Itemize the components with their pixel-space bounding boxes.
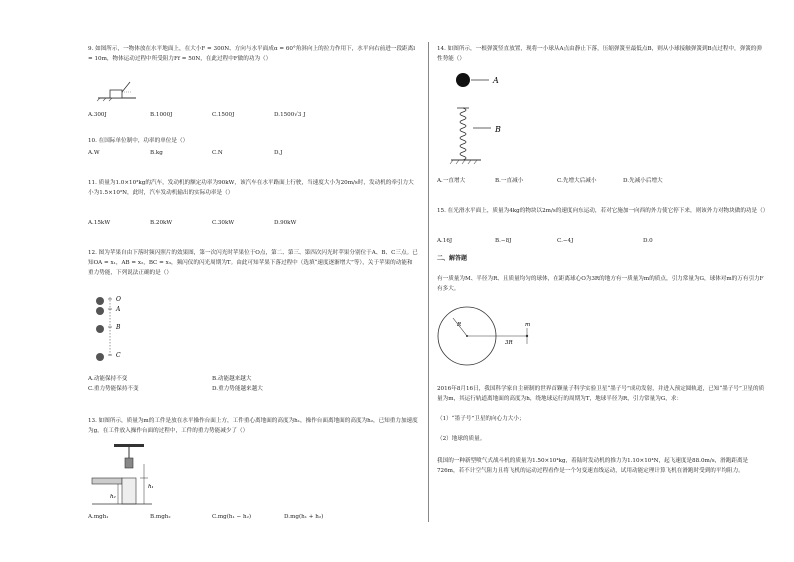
question-12: [88, 248, 418, 278]
question-17-sub-2: （2）地球的质量。: [437, 436, 486, 442]
option-b[interactable]: B.20kW: [150, 220, 173, 226]
option-d[interactable]: D.先减小后增大: [623, 178, 663, 184]
question-10-options: [88, 150, 418, 160]
question-12-options-row1: [88, 374, 418, 384]
question-14-text: 14. 如图所示，一根弹簧竖直放置，现将一小球从A点由静止下落，压缩弹簧至最低点B，则从小球接触弹簧到B点过程中，弹簧的弹性势能（）: [437, 46, 762, 62]
question-16: [437, 274, 767, 294]
option-c[interactable]: C.−4J: [557, 238, 574, 244]
option-b[interactable]: B.1000J: [150, 112, 173, 118]
option-b[interactable]: B.−8J: [495, 238, 512, 244]
option-a[interactable]: A.15kW: [88, 220, 111, 226]
label-m: m: [525, 322, 531, 328]
question-15-options: [437, 238, 767, 248]
question-13-options: [88, 514, 418, 524]
question-17-text: 2016年8月16日，我国科学家自主研制的世界首颗量子科学实验卫星“墨子号”成功发射，并进入预定圆轨道，已知“墨子号”卫星的质量为m，其运行轨道离地面的高度为h，绕地球运行的周期为T，地球半径为R，引力常量为G，求：: [437, 386, 765, 402]
question-14: [437, 44, 767, 64]
option-d[interactable]: D.mg(h₁ + h₂): [284, 514, 324, 520]
option-a[interactable]: A.300J: [88, 112, 107, 118]
question-12-options-row2: [88, 384, 418, 394]
label-a: A: [116, 306, 121, 313]
option-c[interactable]: C.先增大后减小: [557, 178, 597, 184]
option-a[interactable]: A.16J: [437, 238, 453, 244]
question-10-text: 10. 在国际单位制中，功率的单位是（）: [88, 138, 189, 144]
question-10: [88, 136, 418, 146]
question-11-options: [88, 220, 418, 230]
option-d[interactable]: D.1500√3 J: [274, 112, 306, 118]
option-d[interactable]: D.90kW: [274, 220, 297, 226]
question-17: [437, 384, 767, 404]
option-b[interactable]: B.动能越来越大: [212, 376, 252, 382]
label-h2: h₂: [110, 494, 116, 500]
option-a[interactable]: A.W: [88, 150, 100, 156]
question-15-text: 15. 在光滑水平面上，质量为4kg的物块以2m/s的速度向东运动，若对它施加一向西的外力使它停下来，则该外力对物块做的功是（）: [437, 208, 769, 214]
q12-falling-apple-diagram: [88, 295, 128, 367]
label-h1: h₁: [148, 484, 154, 490]
q13-workpiece-diagram: [92, 444, 172, 506]
question-12-text: 12. 图为苹果自由下落时频闪照片的效果图，第一次闪光时苹果位于O点，第二、第三、第四次闪光时苹果分别位于A、B、C三点。已知OA = x₁，AB = x₂，BC = x₃，频闪仪的闪光周期为T。由此可知苹果下落过程中（选填“速度逐渐增大”等），关于苹果的动能和重力势能，下列说法正确的是（）: [88, 250, 418, 276]
question-9: [88, 44, 418, 64]
q9-block-diagram: [98, 76, 138, 102]
label-r: R: [457, 322, 462, 328]
column-divider: [428, 42, 429, 522]
option-b[interactable]: B.一直减小: [495, 178, 524, 184]
option-a[interactable]: A.动能保持不变: [88, 376, 128, 382]
option-d[interactable]: D.J: [274, 150, 283, 156]
option-c[interactable]: C.mg(h₁ − h₂): [212, 514, 252, 520]
option-c[interactable]: C.1500J: [212, 112, 235, 118]
question-18: [437, 456, 767, 476]
label-3r: 3R: [505, 340, 513, 346]
q14-spring-diagram: [451, 72, 521, 172]
option-d[interactable]: D.重力势能越来越大: [212, 386, 263, 392]
question-18-text: 我国的一种新型喷气式战斗机的质量为1.50×10⁴kg，着陆时发动机的推力为1.10×10⁴N，起飞速度是88.0m/s，滑跑距离是726m，若不计空气阻力且将飞机的运动过程看作是一个匀变速直线运动，试用动能定理计算飞机在滑跑时受到的平均阻力。: [437, 458, 749, 474]
label-o: O: [116, 296, 121, 303]
question-11-text: 11. 质量为1.0×10³kg的汽车，发动机的额定功率为90kW，该汽车在水平路面上行驶，当速度大小为20m/s时，发动机的牵引力大小为1.5×10³N，此时，汽车发动机输出的实际功率是（）: [88, 180, 414, 196]
question-13-text: 13. 如图所示，质量为m的工件是放在水平操作台面上方，工件重心离地面的高度为h₁，操作台面离地面的高度为h₂，已知重力加速度为g，在工件放入操作台面的过程中，工件的重力势能减少了（）: [88, 418, 418, 434]
option-b[interactable]: B.mgh₂: [150, 514, 171, 520]
option-a[interactable]: A.mgh₁: [88, 514, 109, 520]
q16-sphere-diagram: [437, 306, 547, 376]
question-16-text: 有一质量为M、半径为R、且质量均匀的球体，在距离球心O为3R的地方有一质量为m的质点，引力常量为G，球体对m的万有引力F有多大。: [437, 276, 764, 292]
question-9-options: [88, 112, 418, 122]
question-17-sub-1: （1）“墨子号”卫星的向心力大小；: [437, 416, 525, 422]
option-c[interactable]: C.重力势能保持不变: [88, 386, 139, 392]
label-b: B: [495, 125, 501, 134]
option-c[interactable]: C.30kW: [212, 220, 235, 226]
option-b[interactable]: B.kg: [150, 150, 163, 156]
label-c: C: [116, 352, 121, 359]
question-9-text: 9. 如图所示，一物体放在水平地面上，在大小F = 300N、方向与水平面成α = 60°角斜向上的拉力作用下，水平向右前进一段距离l = 10m，物体运动过程中所受阻力Ff = 50N，在此过程中F做的功为（）: [88, 46, 416, 62]
section-title: 二、解答题: [437, 255, 468, 262]
question-13: [88, 416, 418, 436]
option-a[interactable]: A.一直增大: [437, 178, 466, 184]
question-15: [437, 206, 767, 216]
label-b: B: [116, 324, 121, 331]
question-11: [88, 178, 418, 198]
label-a: A: [493, 76, 499, 85]
option-c[interactable]: C.N: [212, 150, 223, 156]
option-d[interactable]: D.0: [643, 238, 653, 244]
question-14-options: [437, 176, 767, 186]
